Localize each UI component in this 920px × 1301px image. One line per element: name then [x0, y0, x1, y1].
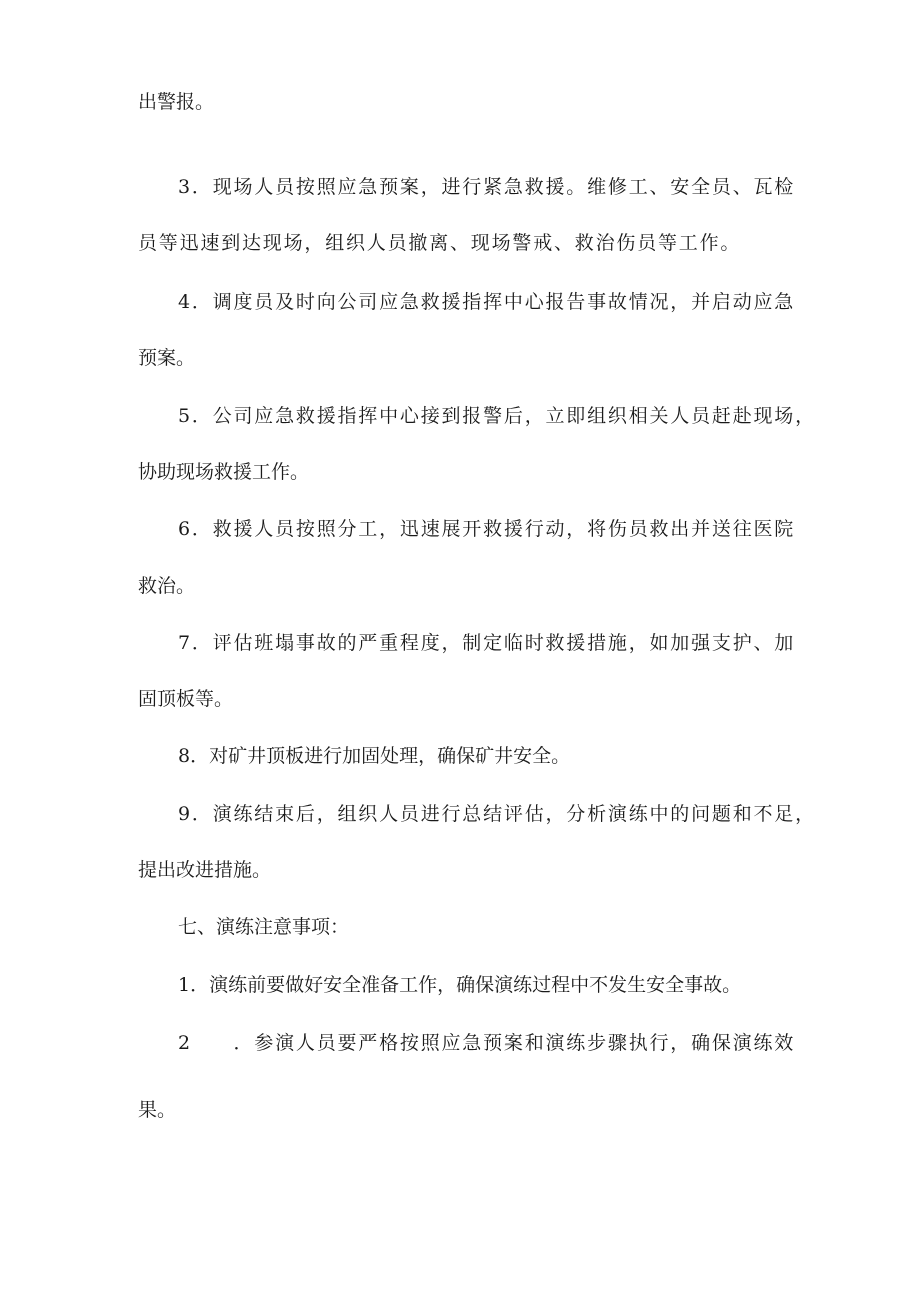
text-line: 出警报。 [138, 91, 215, 113]
item-5-line-2: 协助现场救援工作。 [138, 461, 310, 483]
item-7-line-2: 固顶板等。 [138, 688, 234, 710]
section-heading: 七、演练注意事项： [178, 916, 350, 938]
note-1-line-1: 1．演练前要做好安全准备工作，确保演练过程中不发生安全事故。 [178, 974, 742, 996]
item-3-line-2: 员等迅速到达现场，组织人员撤离、现场警戒、救治伤员等工作。 [138, 232, 742, 254]
item-7-line-1: 7．评估班塌事故的严重程度，制定临时救援措施，如加强支护、加 [178, 632, 796, 654]
item-4-line-1: 4．调度员及时向公司应急救援指挥中心报告事故情况，并启动应急 [178, 291, 796, 313]
note-2-line-1: 2 ．参演人员要严格按照应急预案和演练步骤执行，确保演练效 [178, 1032, 796, 1054]
item-9-line-1: 9．演练结束后，组织人员进行总结评估，分析演练中的问题和不足， [178, 803, 816, 825]
item-3-line-1: 3．现场人员按照应急预案，进行紧急救援。维修工、安全员、瓦检 [178, 176, 796, 198]
item-4-line-2: 预案。 [138, 347, 196, 369]
item-8-line-1: 8．对矿井顶板进行加固处理，确保矿井安全。 [178, 745, 571, 767]
item-5-line-1: 5．公司应急救援指挥中心接到报警后，立即组织相关人员赶赴现场， [178, 405, 816, 427]
item-6-line-2: 救治。 [138, 575, 196, 597]
note-2-line-2: 果。 [138, 1099, 177, 1121]
item-9-line-2: 提出改进措施。 [138, 859, 272, 881]
item-6-line-1: 6．救援人员按照分工，迅速展开救援行动，将伤员救出并送往医院 [178, 518, 796, 540]
